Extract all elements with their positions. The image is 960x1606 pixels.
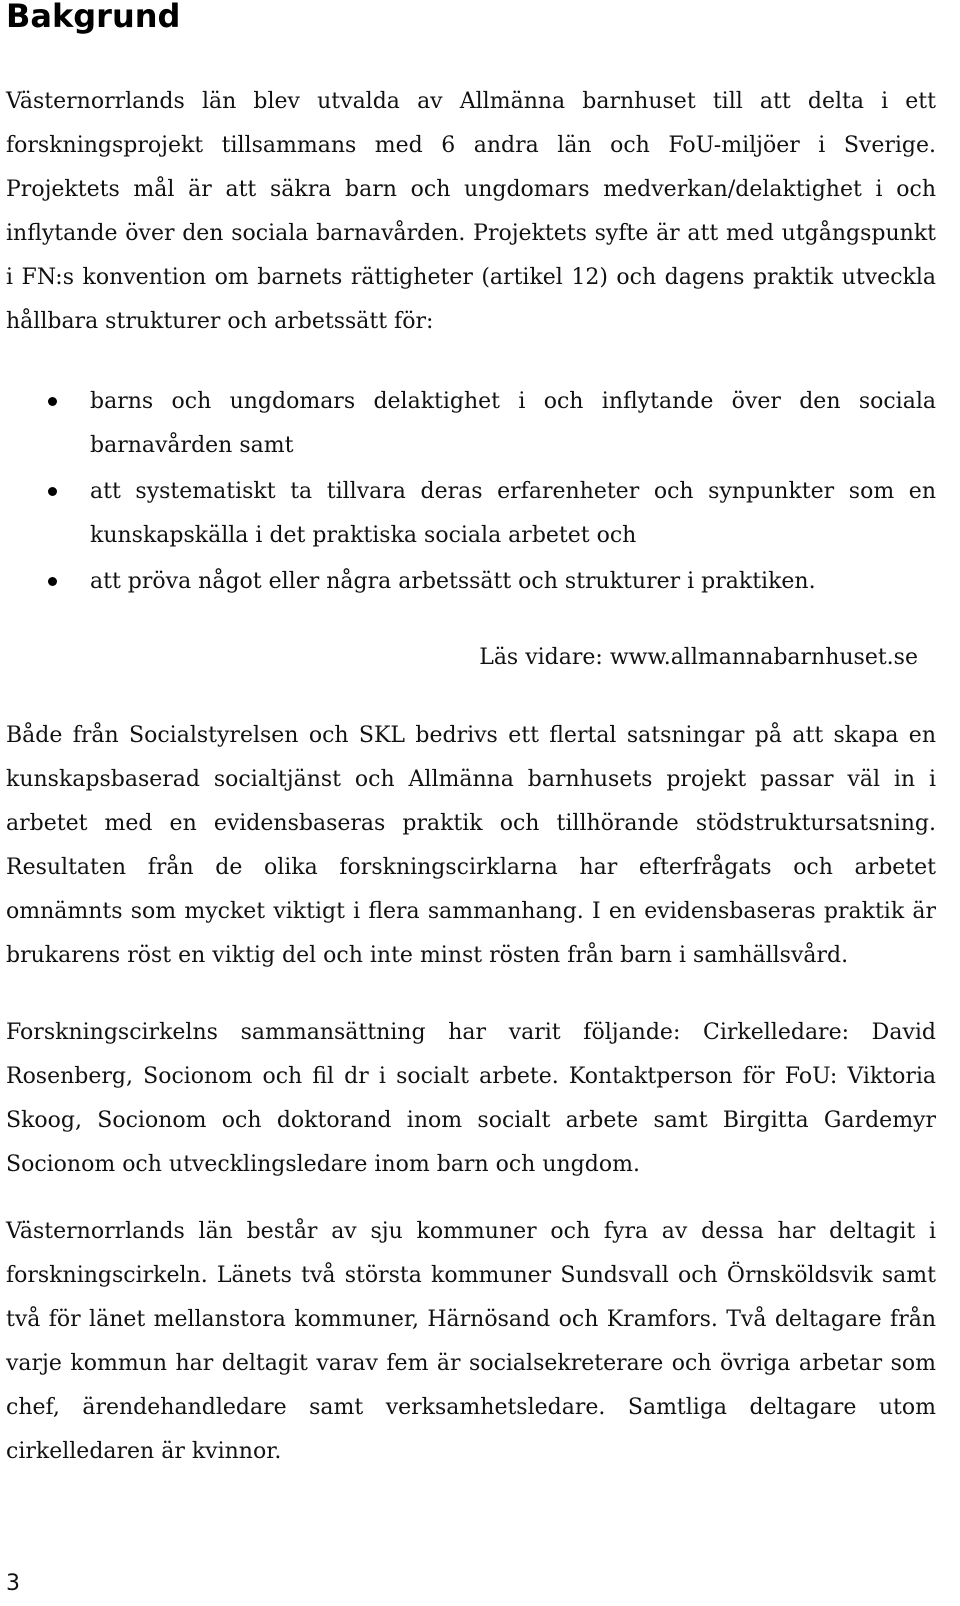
bullet-icon	[48, 487, 57, 496]
read-more-link: Läs vidare: www.allmannabarnhuset.se	[479, 645, 918, 670]
list-item-text: att pröva något eller några arbetssätt och strukturer i praktiken.	[90, 569, 816, 594]
list-item	[6, 470, 936, 558]
list-item	[6, 380, 936, 468]
list-item-text: barns och ungdomars delaktighet i och inflytande över den sociala barnavården samt	[90, 389, 936, 458]
page-number: 3	[6, 1571, 20, 1596]
paragraph-knowledge-based: Både från Socialstyrelsen och SKL bedrivs ett flertal satsningar på att skapa en kunskapsbaserad socialtjänst och Allmänna barnhusets projekt passar väl in i arbetet med en evidensbaseras praktik och tillhörande stödstruktursatsning. Resultaten från de olika forskningscirklarna har efterfrågats och arbetet omnämnts som mycket viktigt i flera sammanhang. I en evidensbaseras praktik är brukarens röst en viktig del och inte minst rösten från barn i samhällsvård.	[6, 723, 936, 968]
bullet-list	[6, 380, 936, 606]
bullet-icon	[48, 577, 57, 586]
list-item-text: att systematiskt ta tillvara deras erfarenheter och synpunkter som en kunskapskälla i det praktiska sociala arbetet och	[90, 479, 936, 548]
paragraph-composition: Forskningscirkelns sammansättning har varit följande: Cirkelledare: David Rosenberg, Socionom och fil dr i socialt arbete. Kontaktperson för FoU: Viktoria Skoog, Socionom och doktorand inom socialt arbete samt Birgitta Gardemyr Socionom och utvecklingsledare inom barn och ungdom.	[6, 1020, 936, 1177]
paragraph-background: Västernorrlands län blev utvalda av Allmänna barnhuset till att delta i ett forskningsprojekt tillsammans med 6 andra län och FoU-miljöer i Sverige. Projektets mål är att säkra barn och ungdomars medverkan/delaktighet i och inflytande över den sociala barnavården. Projektets syfte är att med utgångspunkt i FN:s konvention om barnets rättigheter (artikel 12) och dagens praktik utveckla hållbara strukturer och arbetssätt för:	[6, 89, 936, 334]
list-item	[6, 560, 936, 604]
paragraph-municipalities: Västernorrlands län består av sju kommuner och fyra av dessa har deltagit i forskningscirkeln. Länets två största kommuner Sundsvall och Örnsköldsvik samt två för länet mellanstora kommuner, Härnösand och Kramfors. Två deltagare från varje kommun har deltagit varav fem är socialsekreterare och övriga arbetar som chef, ärendehandledare samt verksamhetsledare. Samtliga deltagare utom cirkelledaren är kvinnor.	[6, 1219, 936, 1464]
bullet-icon	[48, 397, 57, 406]
section-heading: Bakgrund	[6, 0, 181, 35]
